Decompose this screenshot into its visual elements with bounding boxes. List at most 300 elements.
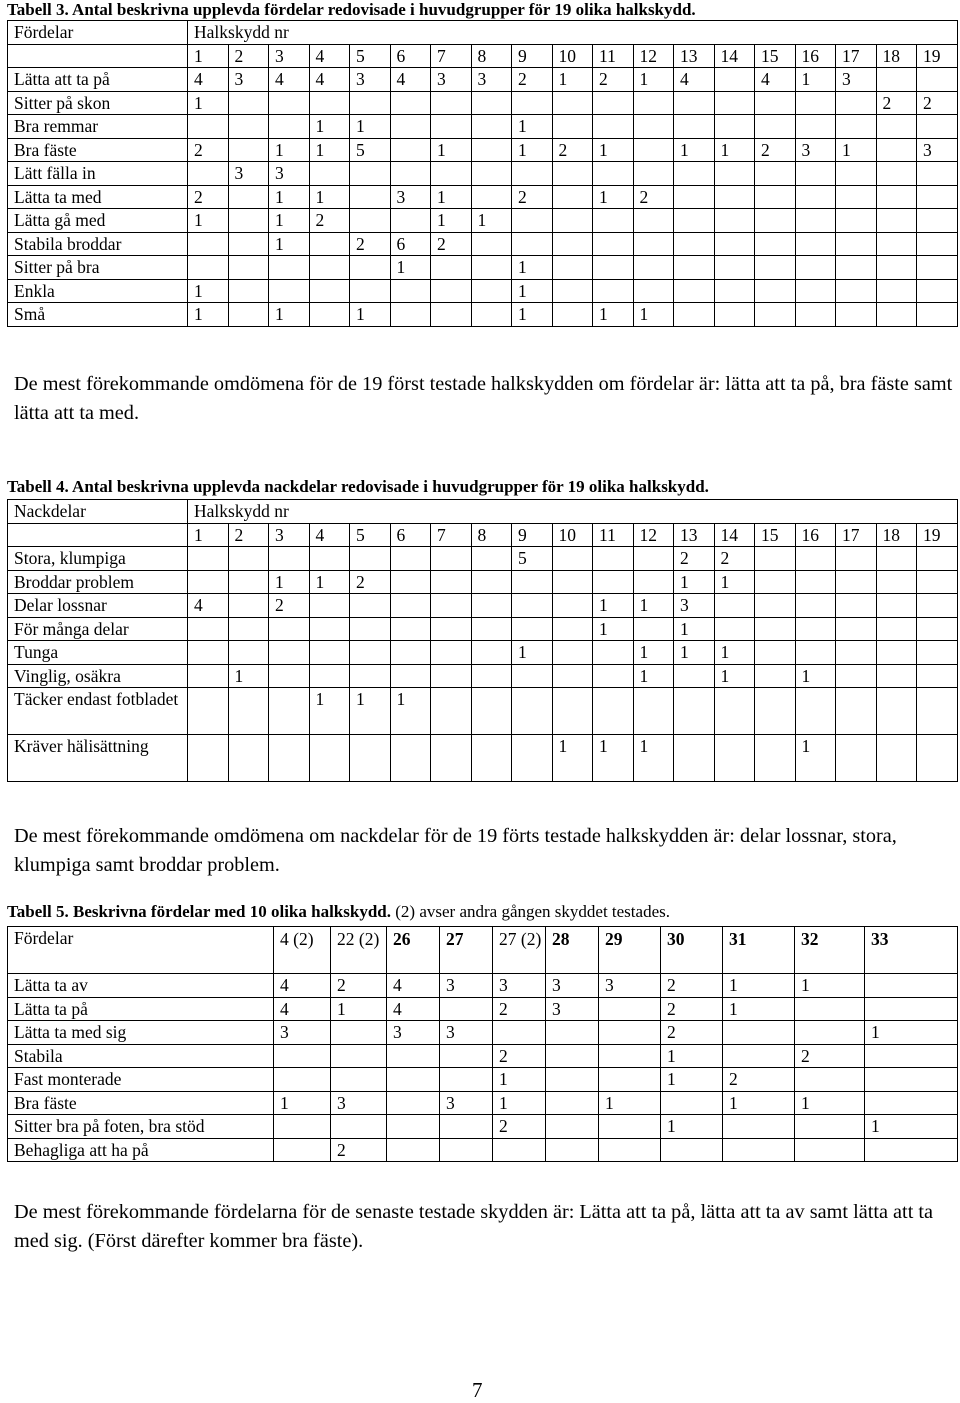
table3-cell	[390, 138, 431, 162]
table3-column-header: 10	[552, 44, 593, 68]
table4-column-header: 12	[633, 523, 674, 547]
table3-row	[8, 162, 958, 186]
table5-cell: 1	[723, 997, 795, 1021]
table4-cell	[471, 735, 512, 782]
table3-row-label: Lätt fälla in	[8, 162, 188, 186]
table4-row-label: Stora, klumpiga	[8, 547, 188, 571]
table4-cell	[755, 594, 796, 618]
table4-row	[8, 688, 958, 735]
table4-cell: 1	[593, 594, 634, 618]
table3-cell	[471, 162, 512, 186]
table3-cell: 4	[755, 68, 796, 92]
table4-row	[8, 735, 958, 782]
table3-cell: 1	[188, 91, 229, 115]
table4-cell	[309, 594, 350, 618]
table3-cell	[552, 91, 593, 115]
table3-cell	[471, 138, 512, 162]
table5-header-label: Fördelar	[8, 927, 274, 974]
table3-column-header: 6	[390, 44, 431, 68]
table4-cell	[836, 570, 877, 594]
table3-cell: 1	[512, 279, 553, 303]
table3-cell	[269, 91, 310, 115]
table5-cell	[546, 1138, 599, 1162]
table3-cell	[269, 279, 310, 303]
table3-cell: 2	[431, 232, 472, 256]
table4-cell	[512, 688, 553, 735]
table4-cell: 4	[188, 594, 229, 618]
table3-cell	[552, 162, 593, 186]
table3-cell: 2	[552, 138, 593, 162]
table5-column-header: 26	[387, 927, 440, 974]
table3-row	[8, 185, 958, 209]
table4-cell: 1	[552, 735, 593, 782]
table3-cell	[714, 232, 755, 256]
table3-cell	[917, 303, 958, 327]
table4-column-header: 10	[552, 523, 593, 547]
table4-row-label: Täcker endast fotbladet	[8, 688, 188, 735]
table3-cell: 4	[188, 68, 229, 92]
table4-row-label: För många delar	[8, 617, 188, 641]
table5-cell: 3	[440, 974, 493, 998]
table4-column-header: 1	[188, 523, 229, 547]
table3-row	[8, 138, 958, 162]
table3-cell	[633, 115, 674, 139]
table4-cell: 1	[228, 664, 269, 688]
table3-cell: 2	[309, 209, 350, 233]
table4-cell	[876, 735, 917, 782]
table3-cell: 1	[269, 138, 310, 162]
table4-cell	[552, 688, 593, 735]
table4-cell	[795, 570, 836, 594]
table5-cell	[440, 1115, 493, 1139]
table3-cell	[350, 209, 391, 233]
table4-cell: 1	[512, 641, 553, 665]
table4-cell	[350, 641, 391, 665]
table3-cell	[876, 303, 917, 327]
table4-cell	[471, 664, 512, 688]
table5-row	[8, 1115, 958, 1139]
table5-column-header: 22 (2)	[331, 927, 387, 974]
table3-column-header: 7	[431, 44, 472, 68]
table4-cell	[390, 617, 431, 641]
table4-cell	[350, 547, 391, 571]
table3-column-header: 12	[633, 44, 674, 68]
table4-cell	[795, 547, 836, 571]
table3-header-row	[8, 21, 958, 45]
table3-cell	[309, 256, 350, 280]
table3-row-label: Lätta att ta på	[8, 68, 188, 92]
table3-cell	[390, 162, 431, 186]
table4-cell	[309, 641, 350, 665]
table5-cell: 4	[387, 997, 440, 1021]
table4-row-label: Kräver hälisättning	[8, 735, 188, 782]
table5-cell: 3	[274, 1021, 331, 1045]
table5-cell	[865, 1068, 958, 1092]
table4-cell	[593, 547, 634, 571]
table4-cell	[512, 664, 553, 688]
table3-cell: 1	[431, 138, 472, 162]
table5-cell	[661, 1091, 723, 1115]
table4-cell	[917, 688, 958, 735]
table5-cell	[387, 1068, 440, 1092]
table5-column-header: 32	[795, 927, 865, 974]
table4-cell	[390, 735, 431, 782]
table5-cell	[331, 1068, 387, 1092]
table4-cell	[755, 617, 796, 641]
table4-cell	[755, 570, 796, 594]
table5-column-header: 30	[661, 927, 723, 974]
table3-row	[8, 256, 958, 280]
table3-cell	[350, 279, 391, 303]
table5-column-header: 29	[599, 927, 661, 974]
table5-cell: 2	[795, 1044, 865, 1068]
table3-column-header: 8	[471, 44, 512, 68]
table3-cell	[917, 279, 958, 303]
table4-column-header: 11	[593, 523, 634, 547]
page-number: 7	[472, 1378, 483, 1402]
table5-cell: 2	[723, 1068, 795, 1092]
table3-cell	[876, 162, 917, 186]
table3-cell	[512, 91, 553, 115]
table3-cell	[836, 162, 877, 186]
table4-cell	[431, 735, 472, 782]
table5-cell: 3	[493, 974, 546, 998]
table3-cell	[795, 232, 836, 256]
table5-header-row	[8, 927, 958, 974]
table3-cell	[795, 303, 836, 327]
table5-cell	[599, 1115, 661, 1139]
table5-cell	[661, 1138, 723, 1162]
table4-cell: 1	[674, 570, 715, 594]
table3-cell: 1	[390, 256, 431, 280]
table5-cell	[331, 1021, 387, 1045]
table3-cell: 1	[633, 68, 674, 92]
table5-cell	[865, 1138, 958, 1162]
table3-cell	[633, 232, 674, 256]
table4-cell: 1	[795, 664, 836, 688]
table5-column-header: 33	[865, 927, 958, 974]
table3-cell	[188, 256, 229, 280]
table4-cell: 2	[714, 547, 755, 571]
table5-cell	[387, 1115, 440, 1139]
table3-cell: 1	[431, 209, 472, 233]
table4-cell	[471, 641, 512, 665]
table5-row	[8, 1044, 958, 1068]
table3-cell	[876, 68, 917, 92]
table3-cell	[471, 232, 512, 256]
table4-cell	[876, 688, 917, 735]
table4-column-header: 9	[512, 523, 553, 547]
table4-cell	[188, 664, 229, 688]
table4-cell	[188, 735, 229, 782]
table4-cell	[714, 688, 755, 735]
table5-cell: 3	[546, 997, 599, 1021]
table3-cell: 1	[512, 256, 553, 280]
table5-cell: 1	[493, 1068, 546, 1092]
table3-row-label: Lätta ta med	[8, 185, 188, 209]
table3-cell: 3	[471, 68, 512, 92]
table3-cell	[471, 91, 512, 115]
table4-cell: 5	[512, 547, 553, 571]
table4-cell	[188, 547, 229, 571]
table3-cell	[714, 68, 755, 92]
table4-cell	[228, 688, 269, 735]
table3-cell	[755, 91, 796, 115]
table3	[7, 20, 958, 327]
table4-row	[8, 664, 958, 688]
table4-cell	[755, 547, 796, 571]
table5-cell	[274, 1138, 331, 1162]
table3-cell	[674, 232, 715, 256]
table3-cell	[836, 91, 877, 115]
table4-cell	[593, 570, 634, 594]
table3-cell: 1	[269, 185, 310, 209]
table5-cell: 1	[723, 974, 795, 998]
table3-cell	[714, 185, 755, 209]
table5-cell: 3	[599, 974, 661, 998]
table5-row	[8, 1091, 958, 1115]
table3-cell	[188, 162, 229, 186]
table4-cell	[269, 735, 310, 782]
table3-cell	[836, 279, 877, 303]
table4-cell	[876, 594, 917, 618]
table3-cell: 1	[309, 138, 350, 162]
table4-cell	[269, 688, 310, 735]
table5-cell: 1	[493, 1091, 546, 1115]
table4-cell: 1	[633, 641, 674, 665]
table5-cell	[723, 1021, 795, 1045]
table3-row-label: Enkla	[8, 279, 188, 303]
table5-cell	[865, 997, 958, 1021]
table4-cell	[471, 617, 512, 641]
table3-cell: 1	[309, 185, 350, 209]
table5-cell: 2	[493, 1115, 546, 1139]
table4-cell	[836, 594, 877, 618]
table4-cell	[836, 688, 877, 735]
table3-cell: 3	[228, 68, 269, 92]
table4-cell	[228, 594, 269, 618]
table4-column-header: 6	[390, 523, 431, 547]
table3-column-header: 17	[836, 44, 877, 68]
table3-cell	[755, 185, 796, 209]
table5-cell	[546, 1091, 599, 1115]
table3-cell	[674, 303, 715, 327]
table4-cell	[755, 688, 796, 735]
table5-caption	[7, 902, 957, 922]
table4-cell	[714, 735, 755, 782]
table3-cell	[593, 162, 634, 186]
table3-cell	[552, 303, 593, 327]
table4-cell	[431, 594, 472, 618]
table5-cell	[440, 1138, 493, 1162]
table3-cell	[228, 256, 269, 280]
table3-cell	[593, 91, 634, 115]
table3-cell	[917, 209, 958, 233]
table3-cell: 3	[228, 162, 269, 186]
table5-cell: 2	[493, 1044, 546, 1068]
table3-column-header: 1	[188, 44, 229, 68]
table3-cell: 1	[188, 279, 229, 303]
table3-column-header: 14	[714, 44, 755, 68]
table4-column-header: 15	[755, 523, 796, 547]
table4-cell	[714, 617, 755, 641]
table3-cell	[593, 232, 634, 256]
table3-summary: De mest förekommande omdömena för de 19 först testade halkskydden om fördelar är: lätta att ta på, bra fäste samt lätta att ta med.	[14, 373, 953, 424]
table3-cell: 1	[269, 303, 310, 327]
table3-cell: 1	[350, 115, 391, 139]
table5-cell	[795, 1138, 865, 1162]
table4-column-header: 14	[714, 523, 755, 547]
table3-cell	[917, 68, 958, 92]
table4-cell	[390, 594, 431, 618]
table3-cell	[876, 115, 917, 139]
table3-column-header: 16	[795, 44, 836, 68]
table5-cell	[274, 1115, 331, 1139]
table3-cell: 1	[674, 138, 715, 162]
table3-cell: 2	[876, 91, 917, 115]
table3-cell	[674, 115, 715, 139]
table3-cell	[228, 138, 269, 162]
table4-cell	[431, 664, 472, 688]
table5-column-header: 31	[723, 927, 795, 974]
table3-cell	[228, 209, 269, 233]
table4-cell	[269, 617, 310, 641]
table5-cell	[546, 1115, 599, 1139]
table4-column-header: 16	[795, 523, 836, 547]
table3-cell: 2	[188, 138, 229, 162]
table3-cell	[876, 185, 917, 209]
table3-cell	[674, 209, 715, 233]
table3-cell	[674, 91, 715, 115]
table5-cell	[387, 1044, 440, 1068]
table3-cell: 5	[350, 138, 391, 162]
table3-column-header: 3	[269, 44, 310, 68]
table4-cell	[876, 547, 917, 571]
table3-cell	[552, 115, 593, 139]
table3-cell	[390, 303, 431, 327]
table4-cell	[350, 617, 391, 641]
table4-cell	[431, 641, 472, 665]
table4-column-header: 7	[431, 523, 472, 547]
table4-cell: 1	[633, 664, 674, 688]
table3-row	[8, 303, 958, 327]
table3-cell	[836, 209, 877, 233]
table5-cell: 1	[723, 1091, 795, 1115]
table5-cell	[723, 1138, 795, 1162]
table3-cell	[714, 256, 755, 280]
table5-row	[8, 997, 958, 1021]
table3-cell: 1	[593, 303, 634, 327]
table3-cell	[431, 115, 472, 139]
table3-cell: 6	[390, 232, 431, 256]
table5-cell	[493, 1021, 546, 1045]
table4-column-header: 13	[674, 523, 715, 547]
table4-cell: 1	[674, 641, 715, 665]
table4-caption-title: Tabell 4. Antal beskrivna upplevda nackdelar redovisade i huvudgrupper för 19 olika halkskydd.	[7, 477, 709, 496]
table4-cell	[714, 594, 755, 618]
table5-cell: 1	[865, 1115, 958, 1139]
table4-column-header: 19	[917, 523, 958, 547]
table4-row	[8, 641, 958, 665]
table4-cell: 1	[633, 735, 674, 782]
table4-cell	[674, 735, 715, 782]
table3-cell	[593, 256, 634, 280]
table4-cell: 1	[309, 570, 350, 594]
table5-cell	[440, 997, 493, 1021]
table4-cell	[836, 735, 877, 782]
table5-column-header: 27 (2)	[493, 927, 546, 974]
table3-row-label: Små	[8, 303, 188, 327]
table4-cell	[876, 664, 917, 688]
table5-cell	[331, 1044, 387, 1068]
table4-cell	[309, 547, 350, 571]
table3-cell	[269, 115, 310, 139]
table4-cell	[593, 641, 634, 665]
table3-cell	[755, 115, 796, 139]
table5-row-label: Lätta ta med sig	[8, 1021, 274, 1045]
table3-cell: 1	[188, 303, 229, 327]
table3-cell	[795, 279, 836, 303]
table3-cell	[795, 185, 836, 209]
table5-cell	[723, 1115, 795, 1139]
table3-cell: 4	[309, 68, 350, 92]
table5-row	[8, 1138, 958, 1162]
table3-cell	[188, 232, 229, 256]
table4-cell: 2	[674, 547, 715, 571]
table4-row	[8, 594, 958, 618]
table3-cell	[552, 232, 593, 256]
table3-cell: 1	[309, 115, 350, 139]
table3-cell	[674, 185, 715, 209]
table4-cell	[755, 664, 796, 688]
table4-cell	[795, 688, 836, 735]
table3-cell	[512, 209, 553, 233]
table3-cell	[309, 303, 350, 327]
table3-row	[8, 232, 958, 256]
table3-column-header: 15	[755, 44, 796, 68]
table3-cell	[471, 256, 512, 280]
table4-cell	[309, 664, 350, 688]
table4-row	[8, 547, 958, 571]
table5-cell: 1	[661, 1115, 723, 1139]
table3-row-label: Stabila broddar	[8, 232, 188, 256]
table4-cell	[269, 664, 310, 688]
table3-cell	[593, 115, 634, 139]
table4-cell: 1	[633, 594, 674, 618]
table4-cell: 1	[714, 570, 755, 594]
table4-cell	[917, 617, 958, 641]
table5-cell: 2	[331, 1138, 387, 1162]
table3-cell	[431, 162, 472, 186]
table3-cell	[714, 91, 755, 115]
table3-cell	[350, 91, 391, 115]
table3-cell	[228, 185, 269, 209]
table3-cell	[876, 256, 917, 280]
table5-cell: 2	[493, 997, 546, 1021]
table4-cell	[471, 594, 512, 618]
table5-cell	[546, 1044, 599, 1068]
table4-row-label: Delar lossnar	[8, 594, 188, 618]
table4-cell	[390, 641, 431, 665]
table5-caption-note: (2) avser andra gången skyddet testades.	[391, 902, 670, 921]
table4-cell	[350, 735, 391, 782]
table3-group-label: Halkskydd nr	[188, 21, 958, 45]
table3-cell	[390, 209, 431, 233]
table3-cell	[431, 279, 472, 303]
table3-cell: 1	[593, 138, 634, 162]
table3-cell	[228, 115, 269, 139]
table5-cell: 2	[661, 997, 723, 1021]
